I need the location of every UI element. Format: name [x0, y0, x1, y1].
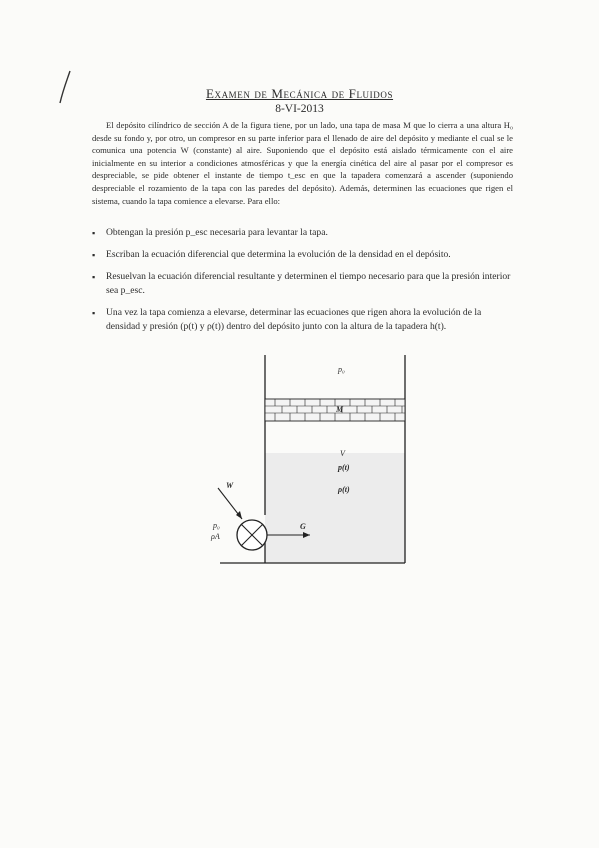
exam-title: Examen de Mecánica de Fluidos [205, 86, 394, 101]
label-rho-a: ρA [211, 532, 220, 541]
lid-bricks [265, 399, 405, 421]
label-volume: V [340, 449, 345, 458]
label-p0-left: p₀ [213, 521, 220, 530]
problem-statement: El depósito cilíndrico de sección A de la figura tiene, por un lado, una tapa de masa M que lo cierra a una altura H₀ desde su fondo y, por otro, un compresor en su parte inferior para el llenado de aire del depósito y mediante el cual se le comunica una potencia W (constante) al aire. Suponiendo que el depósito está aislado térmicamente con el aire inicialmente en su interior a condiciones atmosféricas y que la energía cinética del aire al pasar por el compresor es despreciable, se pide obtener el instante de tiempo t_esc en que la tapadera comenzará a ascender (suponiendo despreciable el rozamiento de la tapa con las paredes del depósito). Además, determinen las ecuaciones que rigen el sistema, cuando la tapa comience a elevarse. Para ello: [92, 120, 513, 206]
label-density-t: ρ(t) [338, 485, 350, 494]
label-lid-mass: M [336, 405, 344, 414]
label-mass-flow-g: G [300, 522, 306, 531]
label-power-w: W [226, 481, 234, 490]
question-item: ▪ Escriban la ecuación diferencial que determina la evolución de la densidad en el depósito. [92, 248, 513, 262]
tank-diagram [180, 355, 430, 570]
question-item: ▪ Resuelvan la ecuación diferencial resultante y determinen el tiempo necesario para que la presión interior sea p_esc. [92, 270, 513, 298]
question-item: ▪ Una vez la tapa comienza a elevarse, determinar las ecuaciones que rigen ahora la evolución de la densidad y presión (p(t) y ρ(t)) dentro del depósito junto con la altura de la tapadera h(t). [92, 306, 513, 334]
tank-interior-shading [265, 453, 405, 563]
question-list [92, 226, 513, 342]
exam-date: 8-VI-2013 [275, 103, 324, 115]
power-arrow-icon [218, 488, 242, 519]
label-p0-top: p₀ [338, 365, 345, 374]
label-pressure-t: p(t) [338, 463, 350, 472]
question-item: ▪ Obtengan la presión p_esc necesaria para levantar la tapa. [92, 226, 513, 240]
